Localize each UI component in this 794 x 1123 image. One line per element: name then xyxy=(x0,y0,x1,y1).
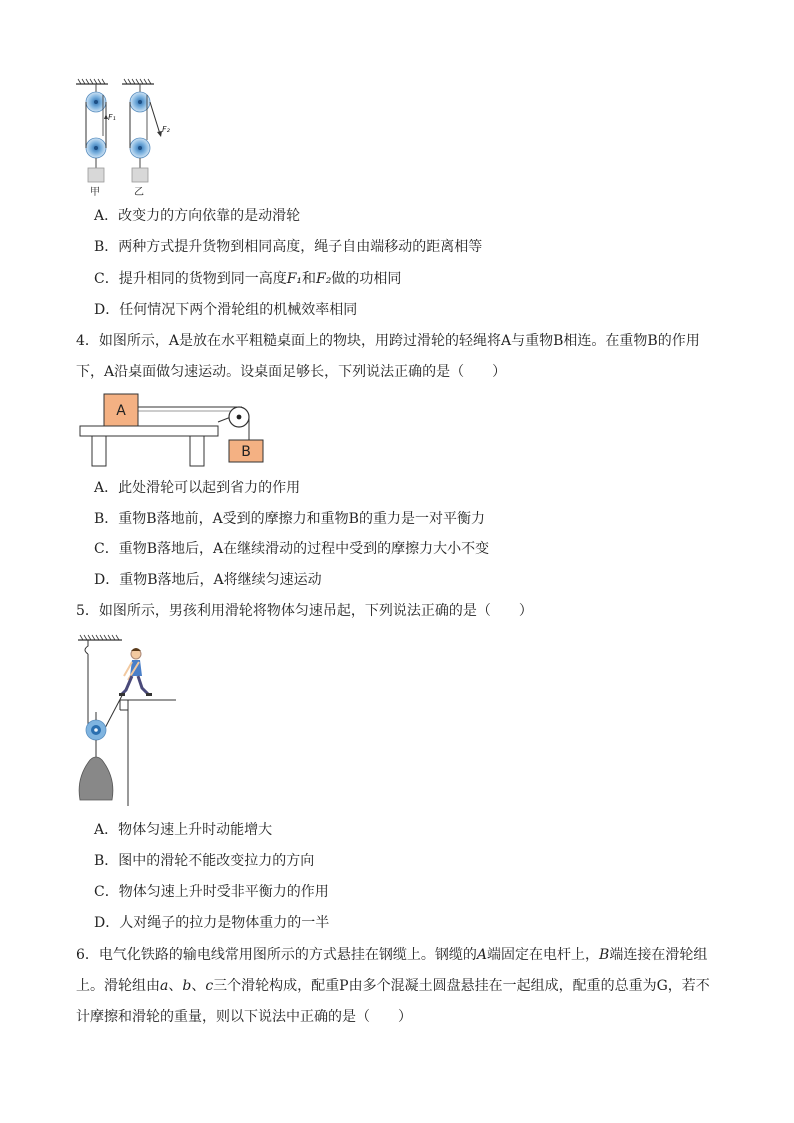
q3-option-c-mid: 和 xyxy=(302,271,317,287)
q6-var-a: a xyxy=(160,978,169,994)
q5-stem: 5．如图所示，男孩利用滑轮将物体匀速吊起，下列说法正确的是（ ） xyxy=(76,603,533,619)
force-label-f1: F₁ xyxy=(108,113,116,122)
q3-option-c-f1: F₁ xyxy=(286,271,303,287)
force-label-f2: F₂ xyxy=(162,125,170,134)
q6-line2-sep2: 、 xyxy=(191,978,206,994)
q5-boy-pulley-figure xyxy=(76,632,186,810)
pulley-icon xyxy=(86,720,106,740)
q4-table-leg-left xyxy=(92,436,106,466)
q6-line1-mid: 端固定在电杆上， xyxy=(487,947,600,963)
q5-option-c: C．物体匀速上升时受非平衡力的作用 xyxy=(94,884,329,900)
q6-line1-pre: 6．电气化铁路的输电线常用图所示的方式悬挂在钢缆上。钢缆的 xyxy=(76,947,477,963)
q3-pulley-figure xyxy=(74,76,184,200)
q6-line2-pre: 上。滑轮组由 xyxy=(76,978,160,994)
q4-option-b: B．重物B落地前，A受到的摩擦力和重物B的重力是一对平衡力 xyxy=(94,511,485,527)
q4-block-a-label: A xyxy=(116,403,126,419)
q3-option-d: D．任何情况下两个滑轮组的机械效率相同 xyxy=(94,302,358,318)
q4-option-a: A．此处滑轮可以起到省力的作用 xyxy=(94,480,301,496)
q6-var-b: b xyxy=(182,978,192,994)
ceiling-hatch-a xyxy=(76,79,108,84)
pulley-system-a xyxy=(86,84,108,182)
q5-option-b: B．图中的滑轮不能改变拉力的方向 xyxy=(94,853,315,869)
q6-line2-post: 三个滑轮构成，配重P由多个混凝土圆盘悬挂在一起组成，配重的总重为G，若不 xyxy=(213,978,710,994)
q3-option-a: A．改变力的方向依靠的是动滑轮 xyxy=(94,208,301,224)
q5-option-d: D．人对绳子的拉力是物体重力的一半 xyxy=(94,915,330,931)
q3-option-c xyxy=(94,270,401,288)
ceiling-hatch-b xyxy=(122,79,154,84)
boy-figure xyxy=(119,648,152,696)
pulley-system-b xyxy=(130,84,162,182)
q6-line2-sep1: 、 xyxy=(168,978,183,994)
q3-option-c-f2: F₂ xyxy=(316,271,332,287)
q6-stem-line3: 计摩擦和滑轮的重量，则以下说法中正确的是（ ） xyxy=(76,1009,412,1025)
q4-table-top xyxy=(80,426,218,436)
q6-stem-line1 xyxy=(76,946,707,964)
q3-option-c-post: 做的功相同 xyxy=(331,271,402,287)
q5-option-a: A．物体匀速上升时动能增大 xyxy=(94,822,273,838)
q6-var-a-upper: A xyxy=(476,947,488,963)
figure-label-jia: 甲 xyxy=(90,187,100,198)
q4-option-c: C．重物B落地后，A在继续滑动的过程中受到的摩擦力大小不变 xyxy=(94,541,490,557)
q4-block-b-label: B xyxy=(241,444,251,460)
q4-table-leg-right xyxy=(190,436,204,466)
q4-stem-line2: 下，A沿桌面做匀速运动。设桌面足够长，下列说法正确的是（ ） xyxy=(76,364,507,380)
ceiling-hatch xyxy=(78,635,122,640)
q3-option-c-pre: C．提升相同的货物到同一高度 xyxy=(94,271,287,287)
q6-var-b-upper: B xyxy=(599,947,610,963)
q4-stem-line1: 4．如图所示，A是放在水平粗糙桌面上的物块，用跨过滑轮的轻绳将A与重物B相连。在重物B的作用 xyxy=(76,333,700,349)
q4-option-d: D．重物B落地后，A将继续匀速运动 xyxy=(94,572,322,588)
q4-table-figure xyxy=(76,392,276,472)
q3-option-b: B．两种方式提升货物到相同高度，绳子自由端移动的距离相等 xyxy=(94,239,483,255)
q6-line1-post: 端连接在滑轮组 xyxy=(609,947,708,963)
q6-stem-line2 xyxy=(76,977,710,995)
q6-var-c: c xyxy=(205,978,214,994)
figure-label-yi: 乙 xyxy=(134,187,144,198)
load-sack xyxy=(79,757,113,800)
